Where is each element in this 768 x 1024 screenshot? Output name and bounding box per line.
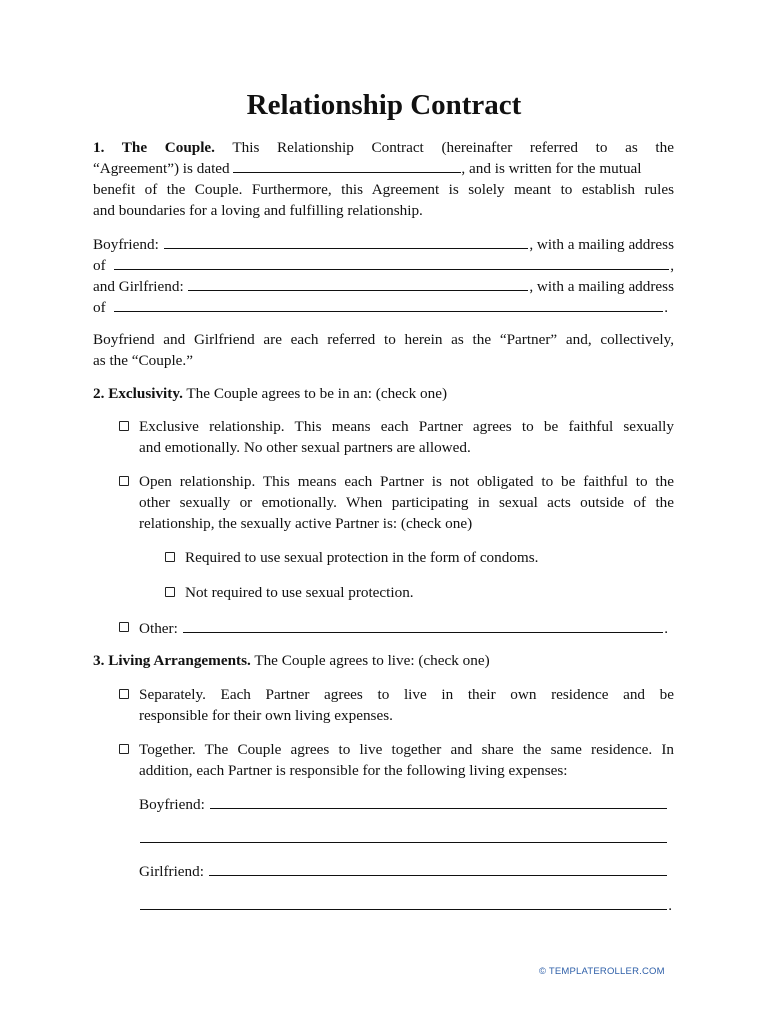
other-blank[interactable] <box>183 617 664 633</box>
girlfriend-name-blank[interactable] <box>188 275 528 291</box>
girlfriend-expenses-blank[interactable] <box>209 860 667 876</box>
boyfriend-expenses-blank-2[interactable] <box>140 827 667 843</box>
boyfriend-expenses-row: Boyfriend: <box>139 793 668 815</box>
together-checkbox[interactable] <box>119 744 129 754</box>
section1-line3: benefit of the Couple. Furthermore, this Agreement is solely meant to establish rules <box>93 181 674 198</box>
section3-heading: 3. Living Arrangements. <box>93 652 251 669</box>
boyfriend-expenses-blank[interactable] <box>210 793 667 809</box>
open-line3: relationship, the sexually active Partner is: (check one) <box>139 515 473 532</box>
separately-line1: Separately. Each Partner agrees to live in their own residence and be <box>139 686 674 703</box>
protection-not-required-checkbox[interactable] <box>165 587 175 597</box>
separately-checkbox[interactable] <box>119 689 129 699</box>
section1-line2: “Agreement”) is dated , and is written for the mutual <box>93 160 642 177</box>
exclusive-checkbox[interactable] <box>119 421 129 431</box>
exclusive-line1: Exclusive relationship. This means each Partner agrees to be faithful sexually <box>139 418 674 435</box>
section2-heading: 2. Exclusivity. <box>93 385 183 402</box>
open-checkbox[interactable] <box>119 476 129 486</box>
girlfriend-expenses-row: Girlfriend: <box>139 860 668 882</box>
boyfriend-address-blank[interactable] <box>114 254 669 270</box>
open-line2: other sexually or emotionally. When participating in sexual acts outside of the <box>139 494 674 511</box>
boyfriend-name-blank[interactable] <box>164 233 529 249</box>
open-line1: Open relationship. This means each Partner is not obligated to be faithful to the <box>139 473 674 490</box>
girlfriend-expenses-blank-2[interactable] <box>140 894 667 910</box>
boyfriend-address-row: of , <box>93 254 674 276</box>
section1-line4: and boundaries for a loving and fulfilling relationship. <box>93 202 423 219</box>
girlfriend-row: and Girlfriend: , with a mailing address <box>93 275 674 297</box>
other-row: Other: . <box>139 617 668 639</box>
girlfriend-expenses-row2: . <box>139 894 672 916</box>
boyfriend-row: Boyfriend: , with a mailing address <box>93 233 674 255</box>
section1-line1: 1. The Couple. This Relationship Contract (hereinafter referred to as the <box>93 139 674 156</box>
protection-not-required-label: Not required to use sexual protection. <box>185 584 414 601</box>
section2-title-row: 2. Exclusivity. The Couple agrees to be in an: (check one) <box>93 385 448 402</box>
protection-required-label: Required to use sexual protection in the form of condoms. <box>185 549 539 566</box>
partner-def-line2: as the “Couple.” <box>93 352 193 369</box>
separately-line2: responsible for their own living expenses. <box>139 707 393 724</box>
together-line2: addition, each Partner is responsible for the following living expenses: <box>139 762 568 779</box>
other-checkbox[interactable] <box>119 622 129 632</box>
templateroller-footer-link[interactable]: © TEMPLATEROLLER.COM <box>539 966 665 977</box>
document-title: Relationship Contract <box>246 89 522 121</box>
section1-heading: 1. The Couple. <box>93 139 215 156</box>
section3-title-row: 3. Living Arrangements. The Couple agrees to live: (check one) <box>93 652 490 669</box>
girlfriend-address-row: of . <box>93 296 668 318</box>
boyfriend-expenses-row2 <box>139 827 668 843</box>
together-line1: Together. The Couple agrees to live together and share the same residence. In <box>139 741 674 758</box>
partner-def-line1: Boyfriend and Girlfriend are each referred to herein as the “Partner” and, collectively, <box>93 331 674 348</box>
exclusive-line2: and emotionally. No other sexual partners are allowed. <box>139 439 471 456</box>
protection-required-checkbox[interactable] <box>165 552 175 562</box>
girlfriend-address-blank[interactable] <box>114 296 663 312</box>
date-blank[interactable] <box>233 158 461 173</box>
